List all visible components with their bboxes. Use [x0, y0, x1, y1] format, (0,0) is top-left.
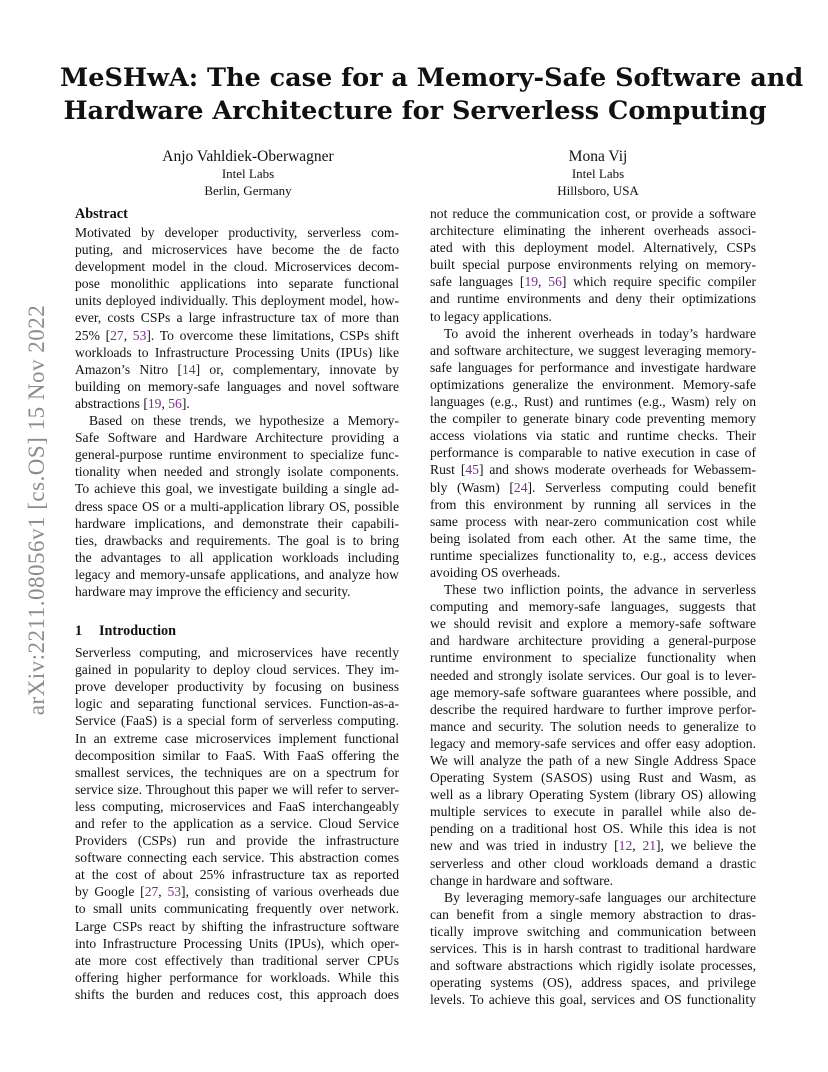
text-line: and runtime environments and deny their optimizations — [430, 291, 756, 307]
text-line: To avoid the inherent overheads in today’s hardware — [444, 325, 756, 341]
text-line: computing and memory-safe languages, suggests that — [430, 599, 756, 615]
text-line: development model in the cloud. Microservices decom- — [75, 259, 399, 275]
title-line: Hardware Architecture for Serverless Computing — [63, 96, 767, 126]
text-line: gained in popularity to deploy cloud services. They im- — [75, 662, 399, 678]
text-line: well as a library Operating System (library OS) allowing — [430, 787, 756, 803]
text-line: and software architecture, we suggest leveraging memory- — [430, 342, 756, 358]
text-line: In an extreme case microservices implement functional — [75, 730, 399, 746]
text-line: can benefit from a single memory abstraction to dras- — [430, 906, 756, 922]
text-line: the compiler to generate binary code preventing memory — [430, 411, 756, 427]
text-line: offering higher performance for workloads. While this — [75, 969, 399, 985]
text-line: ties, drawbacks and requirements. The goal is to bring — [75, 532, 399, 548]
text-line: These two infliction points, the advance in serverless — [444, 582, 756, 598]
text-line: from this environment by running all services in the — [430, 496, 756, 512]
text-line: Motivated by developer productivity, serverless com- — [75, 225, 399, 240]
text-line: pose monolithic applications into separate functional — [75, 276, 399, 292]
text-line: ated with this deployment model. Alternatively, CSPs — [430, 240, 756, 256]
text-line: and software abstractions which rigidly isolate processes, — [430, 958, 756, 974]
text-line: describe the required hardware to further improve perfor- — [430, 701, 756, 717]
text-line: Rust [45] and shows moderate overheads for Webassem- — [430, 462, 756, 478]
text-line: runtime environment to specialize functionality when — [430, 650, 756, 666]
section-number: 1 — [75, 623, 83, 640]
text-line: Amazon’s Nitro [14] or, complementary, innovate by — [75, 361, 400, 377]
citation-link[interactable]: 27 — [144, 884, 159, 900]
author-name: Mona Vij — [568, 148, 628, 165]
citation-link[interactable]: 27 — [110, 327, 124, 343]
abstract-heading: Abstract — [75, 206, 128, 222]
text-line: languages (e.g., Rust) and runtimes (e.g., Wasm) rely on — [430, 394, 756, 410]
text-line: into Infrastructure Processing Units (IPUs), which oper- — [75, 935, 399, 951]
citation-link[interactable]: 53 — [167, 884, 182, 900]
introduction-body — [75, 644, 399, 1003]
text-line: pending on a traditional host OS. While this idea is not — [430, 821, 756, 837]
text-line: By leveraging memory-safe languages our architecture — [444, 889, 756, 905]
text-line: building on memory-safe languages and novel software — [75, 378, 399, 394]
text-line: Serverless computing, and microservices have recently — [75, 645, 399, 661]
text-line: hardware may improve the efficiency and security. — [75, 583, 351, 599]
text-line: by Google [27, 53], consisting of various overheads due — [75, 884, 400, 900]
text-line: serverless and other cloud workloads demand a drastic — [430, 855, 756, 871]
author-block — [470, 147, 726, 199]
text-line: Large CSPs react by shifting the infrastructure software — [75, 918, 399, 934]
paper-title — [60, 62, 804, 128]
text-line: and hardware architecture providing a general-purpose — [430, 633, 756, 649]
text-line: tionality when needed and strongly isolate components. — [75, 464, 399, 480]
text-line: workloads to Infrastructure Processing Units (IPUs) like — [75, 344, 399, 360]
text-line: bly (Wasm) [24]. Serverless computing could benefit — [430, 479, 756, 495]
author-block — [118, 147, 378, 199]
text-line: access violations via static and runtime checks. Their — [430, 428, 756, 444]
text-line: decomposition similar to FaaS. With FaaS offering the — [75, 747, 399, 763]
text-line: abstractions [19, 56]. — [75, 395, 190, 411]
author-location: Berlin, Germany — [204, 182, 292, 198]
text-line: general-purpose runtime environment to specialize func- — [75, 447, 399, 463]
section-heading-introduction — [75, 622, 399, 640]
text-line: multiple services to execute in parallel while also de- — [430, 804, 756, 820]
text-line: new and was tried in industry [12, 21], we believe the — [430, 838, 756, 854]
citation-link[interactable]: 19 — [524, 274, 539, 290]
text-line: service size. Throughout this paper we will refer to server- — [75, 781, 399, 797]
section-title: Introduction — [99, 623, 176, 640]
author-organization: Intel Labs — [571, 166, 625, 181]
text-line: Based on these trends, we hypothesize a Memory- — [89, 413, 399, 429]
citation-link[interactable]: 14 — [181, 361, 196, 377]
text-line: needed and strongly isolate services. Our goal is to lever- — [430, 667, 756, 683]
abstract-body — [75, 224, 399, 600]
text-line: ate more cost effectively than traditional server CPUs — [75, 952, 399, 968]
text-line: safe languages [19, 56] which require specific compiler — [430, 274, 756, 290]
author-location: Hillsboro, USA — [557, 182, 639, 198]
citation-link[interactable]: 24 — [513, 479, 528, 495]
left-column — [75, 205, 399, 1003]
text-line: dress space OS or a multi-application library OS, possible — [75, 498, 399, 514]
text-line: at the cost of about 25% infrastructure tax as reported — [75, 867, 399, 883]
text-line: 25% [27, 53]. To overcome these limitations, CSPs shift — [75, 327, 399, 343]
right-column — [430, 205, 756, 1008]
text-line: legacy and memory-safe services and offer easy adoption. — [430, 735, 756, 751]
text-line: legacy and memory-unsafe applications, and analyze how — [75, 566, 399, 582]
text-line: safe languages for performance and investigate hardware — [430, 359, 756, 375]
text-line: performance is comparable to native execution in case of — [430, 445, 756, 461]
text-line: less computing, microservices and FaaS interchangeably — [75, 798, 399, 814]
text-line: puting, and microservices have become the de facto — [75, 242, 399, 258]
citation-link[interactable]: 45 — [465, 462, 479, 478]
text-line: architecture eliminating the inherent overheads associ- — [430, 223, 756, 239]
text-line: being isolated from each other. At the same time, the — [430, 530, 756, 546]
text-line: same process with near-zero communication cost while — [430, 513, 756, 529]
text-line: Safe Software and Hardware Architecture providing a — [75, 430, 399, 446]
text-line: ever, costs CSPs a large infrastructure tax of more than — [75, 310, 399, 326]
text-line: mance and security. The solution needs to generalize to — [430, 718, 756, 734]
text-line: shifts the burden and reduces cost, this approach does — [75, 986, 399, 1002]
text-line: Operating System (SASOS) using Rust and Wasm, as — [430, 770, 756, 786]
text-line: smallest services, the techniques are on a spectrum for — [75, 764, 399, 780]
text-line: software connecting each service. This abstraction comes — [75, 850, 399, 866]
arxiv-identifier-text: arXiv:2211.08056v1 [cs.OS] 15 Nov 2022 — [24, 304, 49, 716]
citation-link[interactable]: 21 — [642, 838, 657, 854]
text-line: built special purpose environments relying on memory- — [430, 257, 756, 273]
citation-link[interactable]: 56 — [168, 395, 182, 411]
text-line: age memory-safe software guarantees where possible, and — [430, 684, 756, 700]
citation-link[interactable]: 56 — [548, 274, 562, 290]
text-line: tically improve switching and communication between — [430, 923, 756, 939]
text-line: we should revisit and explore a memory-safe software — [430, 616, 756, 632]
text-line: prove developer productivity by focusing on business — [75, 679, 399, 695]
arxiv-identifier-stamp — [22, 280, 52, 740]
text-line: We will analyze the path of a new Single Address Space — [430, 753, 756, 768]
text-line: units deployed individually. This deployment model, how- — [75, 293, 399, 309]
citation-link[interactable]: 19 — [147, 395, 162, 411]
text-line: not reduce the communication cost, or provide a software — [430, 206, 756, 221]
text-line: To achieve this goal, we investigate building a single ad- — [75, 481, 399, 497]
text-line: change in hardware and software. — [430, 872, 614, 888]
author-name: Anjo Vahldiek-Oberwagner — [162, 148, 334, 165]
text-line: operating systems (OS), address spaces, and privilege — [430, 975, 756, 991]
citation-link[interactable]: 53 — [132, 327, 147, 343]
text-line: avoiding OS overheads. — [430, 564, 561, 580]
text-line: and refer to the application as a service. Cloud Service — [75, 816, 399, 831]
text-line: levels. To achieve this goal, services and OS functionality — [430, 992, 756, 1008]
text-line: to legacy applications. — [430, 308, 552, 324]
citation-link[interactable]: 12 — [618, 838, 633, 854]
text-line: hardware implications, and demonstrate their capabili- — [75, 515, 399, 531]
text-line: logic and separating functional services. Function-as-a- — [75, 696, 399, 712]
author-organization: Intel Labs — [221, 166, 275, 181]
text-line: runtime specializes functionality to, e.g., access devices — [430, 547, 756, 563]
title-line: MeSHwA: The case for a Memory-Safe Software and — [60, 63, 804, 93]
text-line: to small units communicating frequently over network. — [75, 901, 399, 917]
text-line: the advantages to all application workloads including — [75, 549, 399, 565]
text-line: Service (FaaS) is a special form of serverless computing. — [75, 713, 399, 729]
text-line: Providers (CSPs) run and provide the infrastructure — [75, 833, 399, 849]
text-line: optimizations generalize the environment. Memory-safe — [430, 376, 756, 392]
text-line: services. This is in harsh contrast to traditional hardware — [430, 941, 756, 957]
